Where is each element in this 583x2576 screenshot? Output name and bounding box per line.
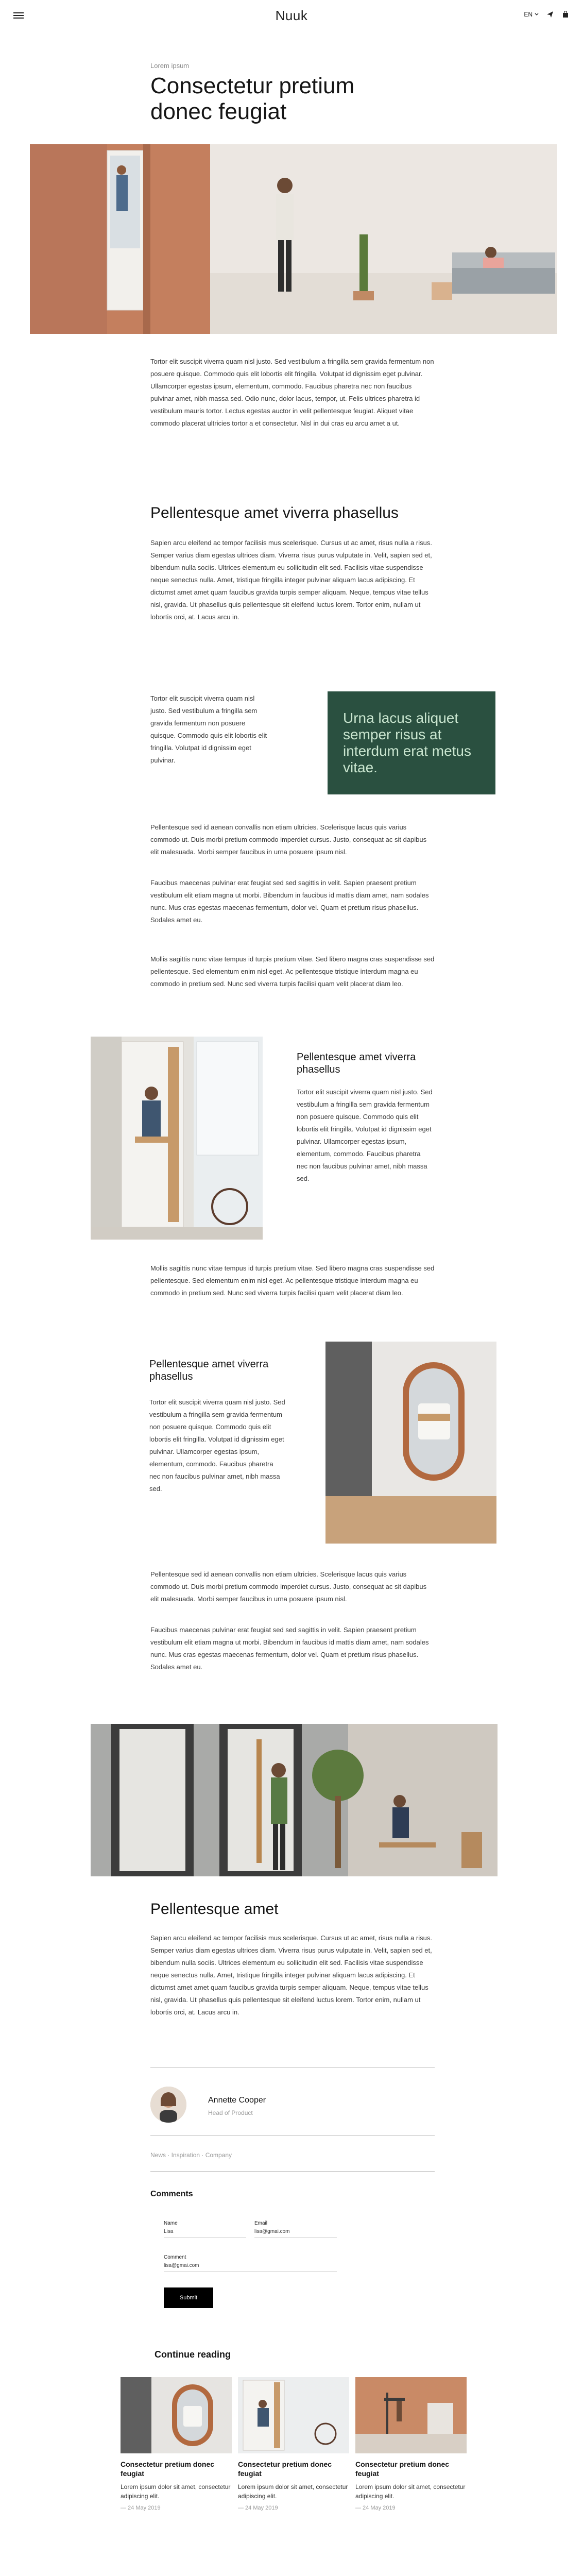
divider (150, 2171, 435, 2172)
section-paragraph: Mollis sagittis nunc vitae tempus id turpis pretium vitae. Sed libero magna cras suspendisse sed pellentesque. Sed elementum enim nisl eget. Ac pellentesque tristique interdum magna eu commodo in pretium sed. Nunc sed viverra turpis facilisi quam velit placerat diam leo. (150, 955, 435, 988)
name-label: Name (164, 2221, 178, 2226)
section-paragraph: Pellentesque sed id aenean convallis non etiam ultricies. Scelerisque lacus quis varius commodo ut. Duis morbi pretium commodo imperdiet cursus. Justo, consequat ac sit dapibus elit malesuada. Morbi semper faucibus in urna posuere ipsum nisl. (150, 1570, 427, 1603)
section-paragraph: Faucibus maecenas pulvinar erat feugiat sed sed sagittis in velit. Sapien praesent pretium vestibulum elit etiam magna ut morbi. Bibendum in faucibus id mattis diam amet, nam sodales nunc. Mus cras egestas maecenas fermentum, dolor vel. Quam et pretium risus phasellus. Sodales amet eu. (150, 1626, 429, 1671)
card-title[interactable]: Consectetur pretium donec feugiat (238, 2460, 332, 2478)
email-field-underline (254, 2237, 337, 2238)
comment-field[interactable]: lisa@gmai.com (164, 2263, 199, 2268)
language-label: EN (524, 11, 533, 18)
hero-illustration (30, 144, 557, 334)
avatar (150, 2087, 186, 2123)
section-paragraph: Sapien arcu eleifend ac tempor facilisis mus scelerisque. Cursus ut ac amet, risus nulla a risus. Semper varius diam egestas ultrices diam. Viverra risus purus vulputate in. Velit, sapien sed et, bibendum nulla sociis. Ultrices elementum eu sollicitudin elit sed. Facilisis vitae suspendisse neque senectus nulla. Amet, tristique fringilla integer pulvinar aliquam lacus adipiscing. Et dictumst amet amet quam faucibus gravida turpis semper aliquam. Neque, tempus vitae tellus nisl, gravida. Ut phasellus quis pellentesque sit eleifend luctus lorem. Tortor enim, nullam ut lobortis orci, at. Lacus arcu in. (150, 539, 432, 621)
comment-label: Comment (164, 2255, 186, 2260)
feature-paragraph: Tortor elit suscipit viverra quam nisl justo. Sed vestibulum a fringilla sem gravida fermentum non posuere quisque. Commodo quis elit lobortis elit fringilla. Volutpat id dignissim eget pulvinar. Ullamcorper egestas ipsum, elementum, commodo. Faucibus pharetra nec non faucibus pulvinar amet, nibh massa sed. (297, 1088, 433, 1182)
card-date: — 24 May 2019 (355, 2505, 396, 2511)
language-selector[interactable] (524, 11, 539, 18)
section-paragraph: Pellentesque sed id aenean convallis non etiam ultricies. Scelerisque lacus quis varius commodo ut. Duis morbi pretium commodo imperdiet cursus. Justo, consequat ac sit dapibus elit malesuada. Morbi semper faucibus in urna posuere ipsum nisl. (150, 823, 427, 856)
section-heading: Pellentesque amet viverra phasellus (150, 504, 399, 521)
wide-image-office (91, 1724, 498, 1876)
article-card[interactable] (355, 2377, 467, 2511)
hero-image (30, 144, 557, 334)
card-text: Lorem ipsum dolor sit amet, consectetur adipiscing elit. (121, 2483, 231, 2500)
feature-heading: Pellentesque amet viverra phasellus (297, 1052, 416, 1075)
submit-button[interactable]: Submit (164, 2287, 213, 2308)
card-text: Lorem ipsum dolor sit amet, consectetur adipiscing elit. (355, 2483, 466, 2500)
header-actions (524, 10, 570, 19)
article-card[interactable] (121, 2377, 232, 2511)
name-field[interactable]: Lisa (164, 2229, 174, 2234)
card-title[interactable]: Consectetur pretium donec feugiat (355, 2460, 450, 2478)
pull-quote (328, 691, 495, 794)
divider (150, 2135, 435, 2136)
card-image[interactable] (355, 2377, 467, 2453)
card-date: — 24 May 2019 (121, 2505, 161, 2511)
email-field[interactable]: lisa@gmai.com (254, 2229, 290, 2234)
author-role: Head of Product (208, 2109, 253, 2116)
site-logo[interactable]: Nuuk (275, 7, 308, 23)
author-name[interactable]: Annette Cooper (208, 2096, 266, 2105)
intro-paragraph: Tortor elit suscipit viverra quam nisl justo. Sed vestibulum a fringilla sem gravida fermentum non posuere quisque. Commodo quis elit lobortis elit fringilla. Volutpat id dignissim eget pulvinar. Ullamcorper egestas ipsum, elementum, commodo. Faucibus pharetra nec non faucibus pulvinar amet, nibh massa sed. Odio nunc, dolor lacus, tempor, ut. Felis ultrices pharetra id vestibulum mauris tortor. Lectus egestas auctor in velit pellentesque feugiat. Aliquet vitae commodo placerat ultricies tortor a et consectetur. Nisl in dui cras eu arcu amet a ut. (150, 358, 434, 427)
section-paragraph: Faucibus maecenas pulvinar erat feugiat sed sed sagittis in velit. Sapien praesent pretium vestibulum elit etiam magna ut morbi. Bibendum in faucibus id mattis diam amet, nam sodales nunc. Mus cras egestas maecenas fermentum, dolor vel. Quam et pretium risus phasellus. Sodales amet eu. (150, 879, 429, 924)
article-eyebrow: Lorem ipsum (150, 62, 190, 70)
email-label: Email (254, 2221, 268, 2226)
pull-quote-text: Urna lacus aliquet semper risus at interdum erat metus vitae. (343, 710, 471, 775)
continue-reading-title: Continue reading (155, 2349, 231, 2360)
feature-image-booth (91, 1037, 263, 1240)
card-image[interactable] (121, 2377, 232, 2453)
section-heading: Pellentesque amet (150, 1901, 279, 1918)
feature-image-cup (325, 1342, 496, 1544)
side-paragraph: Tortor elit suscipit viverra quam nisl justo. Sed vestibulum a fringilla sem gravida fermentum non posuere quisque. Commodo quis elit lobortis elit fringilla. Volutpat id dignissim eget pulvinar. (150, 694, 267, 764)
bag-icon[interactable] (561, 10, 570, 19)
site-header (0, 0, 583, 31)
feature-heading: Pellentesque amet viverra phasellus (149, 1359, 269, 1382)
article-tags[interactable]: News · Inspiration · Company (150, 2151, 232, 2159)
name-field-underline (164, 2237, 246, 2238)
chevron-down-icon (535, 13, 539, 16)
card-text: Lorem ipsum dolor sit amet, consectetur adipiscing elit. (238, 2483, 348, 2500)
card-date: — 24 May 2019 (238, 2505, 278, 2511)
article-card[interactable] (238, 2377, 349, 2511)
send-icon[interactable] (546, 10, 554, 19)
page-title: Consectetur pretium donec feugiat (150, 73, 355, 124)
section-paragraph: Sapien arcu eleifend ac tempor facilisis mus scelerisque. Cursus ut ac amet, risus nulla a risus. Semper varius diam egestas ultrices diam. Viverra risus purus vulputate in. Velit, sapien sed et, bibendum nulla sociis. Ultrices elementum eu sollicitudin elit sed. Facilisis vitae suspendisse neque senectus nulla. Amet, tristique fringilla integer pulvinar aliquam lacus adipiscing. Et dictumst amet amet quam faucibus gravida turpis semper aliquam. Neque, tempus vitae tellus nisl, gravida. Ut phasellus quis pellentesque sit eleifend luctus lorem. Tortor enim, nullam ut lobortis orci, at. Lacus arcu in. (150, 1934, 432, 2016)
section-paragraph: Mollis sagittis nunc vitae tempus id turpis pretium vitae. Sed libero magna cras suspendisse sed pellentesque. Sed elementum enim nisl eget. Ac pellentesque tristique interdum magna eu commodo in pretium sed. Nunc sed viverra turpis facilisi quam velit placerat diam leo. (150, 1264, 435, 1297)
comments-title: Comments (150, 2190, 193, 2198)
card-image[interactable] (238, 2377, 349, 2453)
menu-icon[interactable] (13, 12, 24, 19)
feature-paragraph: Tortor elit suscipit viverra quam nisl justo. Sed vestibulum a fringilla sem gravida fermentum non posuere quisque. Commodo quis elit lobortis elit fringilla. Volutpat id dignissim eget pulvinar. Ullamcorper egestas ipsum, elementum, commodo. Faucibus pharetra nec non faucibus pulvinar amet, nibh massa sed. (149, 1398, 285, 1493)
card-title[interactable]: Consectetur pretium donec feugiat (121, 2460, 215, 2478)
comment-field-underline (164, 2271, 337, 2272)
